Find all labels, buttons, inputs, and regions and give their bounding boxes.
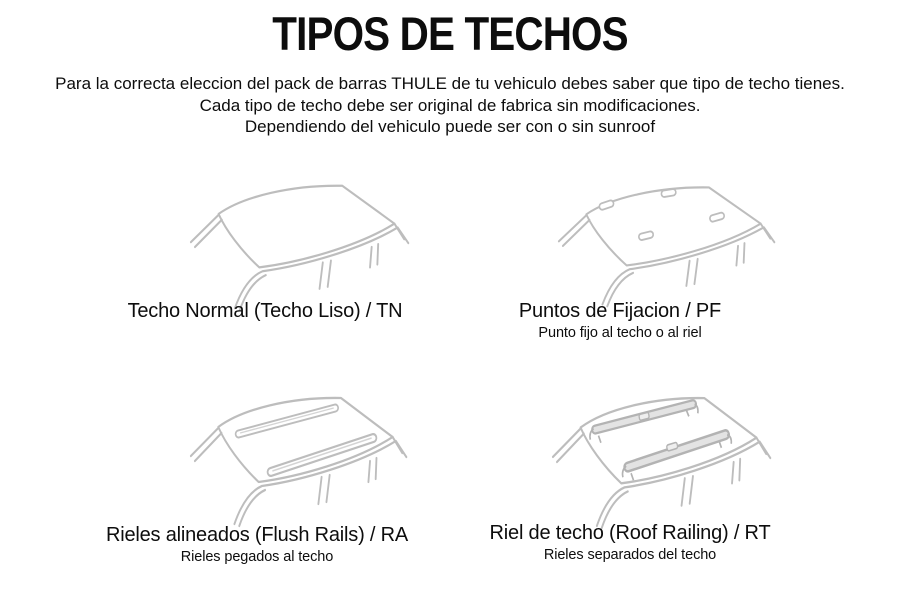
- roof-figure-pf: [554, 180, 780, 310]
- caption-tn-label: Techo Normal (Techo Liso) / TN: [127, 300, 403, 322]
- fixation-points-icon: [554, 180, 780, 310]
- caption-rt: [460, 522, 800, 564]
- flush-rails-icon: [186, 390, 412, 530]
- fixation-pads: [599, 189, 725, 241]
- caption-ra-sublabel: Rieles pegados al techo: [180, 549, 334, 566]
- flush-rail-far: [238, 408, 335, 434]
- caption-ra: [32, 524, 482, 566]
- caption-ra-label: Rieles alineados (Flush Rails) / RA: [105, 524, 408, 546]
- page-title: TIPOS DE TECHOS: [272, 7, 628, 60]
- roof-figure-ra: [186, 390, 412, 530]
- roof-rail-far: [590, 404, 698, 443]
- roof-railing-icon: [548, 390, 776, 532]
- caption-tn: [40, 300, 490, 325]
- intro-line-3: Dependiendo del vehiculo puede ser con o sin sunroof: [244, 117, 656, 136]
- roof-normal-icon: [186, 178, 414, 314]
- intro-line-1: Para la correcta eleccion del pack de barras THULE de tu vehiculo debes saber que tipo de techo tienes.: [55, 74, 845, 93]
- caption-rt-sublabel: Rieles separados del techo: [543, 547, 717, 564]
- caption-pf-sublabel: Punto fijo al techo o al riel: [538, 325, 702, 342]
- caption-pf: [450, 300, 790, 342]
- roof-figure-rt: [548, 390, 776, 532]
- roof-figure-tn: [186, 178, 414, 314]
- caption-pf-label: Puntos de Fijacion / PF: [518, 300, 722, 322]
- intro-line-2: Cada tipo de techo debe ser original de fabrica sin modificaciones.: [199, 95, 701, 115]
- caption-rt-label: Riel de techo (Roof Railing) / RT: [489, 522, 771, 544]
- intro-text: [0, 73, 900, 138]
